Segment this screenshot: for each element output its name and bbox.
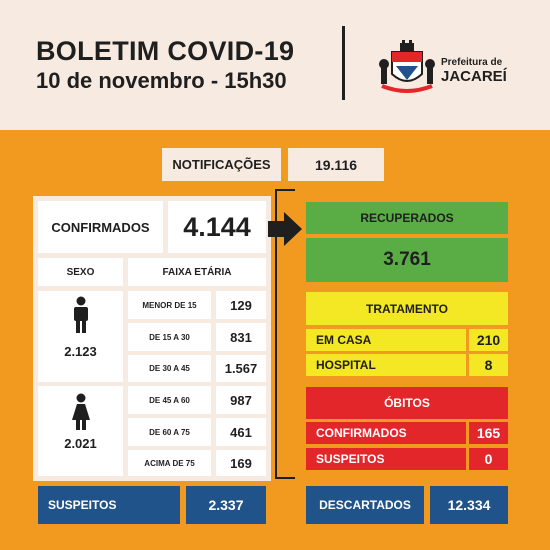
age-row-label: ACIMA DE 75 <box>128 450 211 476</box>
descartados-value: 12.334 <box>430 486 508 524</box>
suspeitos-label: SUSPEITOS <box>38 486 180 524</box>
tratamento-row-value: 8 <box>469 354 508 376</box>
confirmados-label: CONFIRMADOS <box>38 201 163 253</box>
sexo-header: SEXO <box>38 258 123 286</box>
male-person-icon <box>70 296 92 334</box>
obitos-label: ÓBITOS <box>306 387 508 419</box>
age-row-label: DE 30 A 45 <box>128 355 211 382</box>
tratamento-row-label: EM CASA <box>306 329 466 351</box>
recuperados-value: 3.761 <box>306 238 508 282</box>
prefeitura-name: JACAREÍ <box>441 68 507 85</box>
age-row-value: 129 <box>216 291 266 319</box>
crest-icon <box>378 40 436 94</box>
age-row-label: MENOR DE 15 <box>128 291 211 319</box>
age-row-label: DE 45 A 60 <box>128 386 211 414</box>
age-row-label: DE 15 A 30 <box>128 323 211 351</box>
age-row-value: 831 <box>216 323 266 351</box>
age-row-value: 1.567 <box>216 355 266 382</box>
tratamento-row-value: 210 <box>469 329 508 351</box>
arrow-right-icon <box>268 212 302 246</box>
descartados-label: DESCARTADOS <box>306 486 424 524</box>
suspeitos-value: 2.337 <box>186 486 266 524</box>
obitos-row-label: SUSPEITOS <box>306 448 466 470</box>
tratamento-row-label: HOSPITAL <box>306 354 466 376</box>
notificacoes-value: 19.116 <box>288 148 384 181</box>
faixa-header: FAIXA ETÁRIA <box>128 258 266 286</box>
page-title: BOLETIM COVID-19 <box>36 36 295 66</box>
page-subtitle: 10 de novembro - 15h30 <box>36 68 287 93</box>
confirmados-value: 4.144 <box>168 201 266 253</box>
male-total: 2.123 <box>64 343 97 359</box>
obitos-row-label: CONFIRMADOS <box>306 422 466 444</box>
female-total: 2.021 <box>64 435 97 451</box>
tratamento-label: TRATAMENTO <box>306 292 508 325</box>
age-row-value: 987 <box>216 386 266 414</box>
age-row-value: 169 <box>216 450 266 476</box>
age-row-label: DE 60 A 75 <box>128 418 211 446</box>
header <box>0 0 550 130</box>
obitos-row-value: 0 <box>469 448 508 470</box>
recuperados-label: RECUPERADOS <box>306 202 508 234</box>
notificacoes-label: NOTIFICAÇÕES <box>162 148 281 181</box>
prefeitura-label: Prefeitura de <box>441 57 503 68</box>
header-divider <box>342 26 345 100</box>
age-row-value: 461 <box>216 418 266 446</box>
obitos-row-value: 165 <box>469 422 508 444</box>
female-person-icon <box>70 393 92 431</box>
